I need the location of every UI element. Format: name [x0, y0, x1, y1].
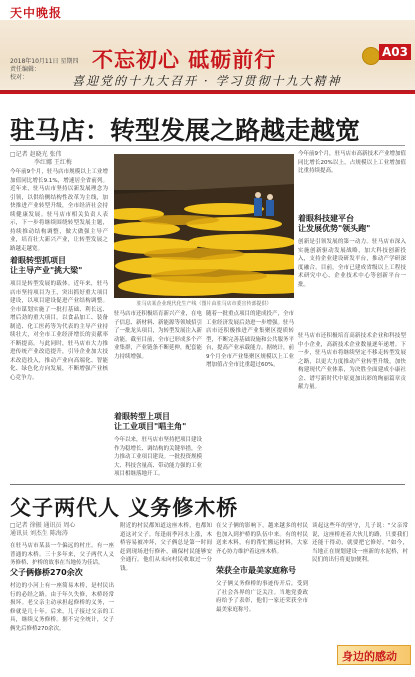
article1-col4-body1: 今年前9个月，驻马店市高新技术产业增加值同比增长20%以上，占规模以上工业增加值比重持续提高。 — [298, 151, 406, 174]
byline-line-1: □记者 徐振 通讯员 周心 — [10, 522, 76, 529]
byline-line-2: 通讯员 刘杰生 陈海涛 — [10, 530, 68, 537]
column-badge — [337, 645, 411, 665]
date-block — [10, 58, 78, 82]
article2-col3-body2: 父子俩义务修桥的事迹传开后，受到了社会各界的广泛关注。当地党委政府给予了表彰，他们一家还荣获全市最美家庭称号。 — [216, 581, 308, 613]
article1-subhead-2: 着眼转型上项目 让工业项目"唱主角" — [114, 412, 187, 431]
editor-line: 责任编辑： — [10, 66, 41, 73]
article1-col1-body: 今年前9个月，驻马店市规模以上工业增加值同比增长9.1%，增速居全省前列。近年来，驻马店市坚持以新发展理念为引领，以供给侧结构性改革为主线，加快推进产业转型升级，全市经济社会持续健康发展。驻马店市相关负责人表示，下一步将继续围绕转型发展主题，持续推动结构调整，做大做强主导产业，培育壮大新兴产业，让转型发展之路越走越宽。 — [10, 169, 108, 252]
headline-rule — [10, 145, 405, 146]
party-emblem-icon — [362, 47, 380, 65]
main-headline: 驻马店：转型发展之路越走越宽 — [10, 116, 361, 145]
article2-col1-body: 在驻马店市某县一个偏远的村庄，有一座普通的木桥。三十多年来，父子两代人义务修桥、护桥的故事在当地传为佳话。 — [10, 543, 114, 566]
badge-label: 身边的感动 — [342, 650, 397, 663]
article1-col3-body: 随着一批重点项目的建成投产，全市工业经济发展后劲进一步增强。驻马店市还积极推进产业集聚区提质转型，不断完善基础设施和公共服务平台，提高产业承载能力。据统计，前9个月全市产业集聚区规模以上工业增加值占全市比重超过60%。 — [206, 311, 294, 368]
byline-line-1: □记者 赵晓光 张伟 — [10, 151, 62, 158]
article2-byline — [10, 522, 120, 538]
article1-col2-body2: 今年以来，驻马店市坚持把项目建设作为稳增长、调结构的关键举措，全力推动工业项目建设。一批投资规模大、科技含量高、带动能力强的工业项目相继落地开工。 — [114, 437, 202, 477]
article1-subhead-3: 着眼科技建平台 让发展优势"领头跑" — [298, 214, 371, 233]
sub-slogan: 喜迎党的十九大召开 · 学习贯彻十九大精神 — [72, 74, 342, 88]
article1-col4-body2: 创新是引领发展的第一动力。驻马店市深入实施创新驱动发展战略，加大科技创新投入，支持企业建设研发平台，推动产学研深度融合。目前，全市已建成省级以上工程技术研究中心、企业技术中心等创新平台一批。 — [298, 239, 406, 288]
article1-col1-body2: 项目是转型发展的载体。近年来，驻马店市坚持项目为王，突出抓好重大项目建设，以项目建设促进产业结构调整。全市谋划实施了一批打基础、利长远、增后劲的重大项目。以食品加工、装备制造、化工医药等为代表的主导产业持续壮大，对全市工业经济增长的贡献率不断提高。与此同时，驻马店市大力推进传统产业改造提升，引导企业加大技术改造投入，推动产业向高端化、智能化、绿色化方向发展，不断增强产业核心竞争力。 — [10, 281, 108, 381]
proofreader-line: 校对： — [10, 74, 29, 81]
masthead — [0, 0, 415, 92]
article2-col3-body: 在父子俩的影响下，越来越多的村民也加入到护桥的队伍中来。有的村民送来木料，有的帮忙搬运材料，大家齐心协力维护着这座木桥。 — [216, 523, 308, 555]
article2-col1-body2: 村边的小河上有一座简易木桥，是村民出行的必经之路。由于年久失修，木桥经常损坏。老父亲主动承担起修桥的义务，一修就是几十年。后来，儿子接过父亲的工具，继续义务修桥。据不完全统计，父子俩先后修桥270余次。 — [10, 583, 114, 632]
article1-subhead-1: 着眼转型抓项目 让主导产业"挑大梁" — [10, 256, 83, 275]
page-number: A03 — [379, 44, 411, 60]
factory-photo-svg — [114, 154, 294, 298]
photo-caption: 驻马店某企业现代化生产线（图片由驻马店市委宣传部提供） — [136, 301, 272, 307]
slogan: 不忘初心 砥砺前行 — [92, 47, 277, 72]
article1-col4-body3: 驻马店市还积极培育高新技术企业和科技型中小企业，高新技术企业数量逐年递增。下一步，驻马店市将继续坚定不移走转型发展之路，以更大力度推动产业转型升级，加快构建现代产业体系，为决胜全面建成小康社会、谱写新时代中原更加出彩的绚丽篇章贡献力量。 — [298, 333, 406, 390]
article1-byline — [10, 151, 110, 167]
article2-col4-body: 谈起这些年的坚守，儿子说："父亲常说，这座桥连着大伙儿的路，只要我们还能干得动，就要把它修好。"如今，当地正在规划建设一座新的水泥桥，村民们的出行将更加便利。 — [312, 523, 408, 563]
article2-subhead-2: 荣获全市最美家庭称号 — [216, 566, 296, 575]
section-divider — [10, 484, 405, 485]
masthead-divider — [0, 92, 415, 94]
article2-subhead-1: 父子俩修桥270余次 — [10, 568, 83, 577]
factory-production-photo — [114, 154, 294, 298]
date-line: 2018年10月11日 星期四 — [10, 58, 79, 65]
article2-col2-body: 附近的村民都知道这座木桥，也都知道这对父子。每逢雨季河水上涨，木桥容易被冲坏，父子俩总是第一时间赶到现场进行修补，确保村民能够安全通行。他们从未向村民收取过一分钱。 — [120, 523, 212, 572]
brand-logo: 天中晚报 — [10, 6, 63, 20]
article1-col2-body: 驻马店市还积极培育新兴产业，在电子信息、新材料、新能源等领域招引了一批龙头项目，为转型发展注入新动能。截至目前，全市已形成多个产业集群，产业链条不断延伸，配套能力持续增强。 — [114, 311, 202, 360]
byline-line-2: 李红娜 王红梅 — [34, 159, 72, 166]
lower-headline: 父子两代人 义务修木桥 — [10, 496, 239, 520]
